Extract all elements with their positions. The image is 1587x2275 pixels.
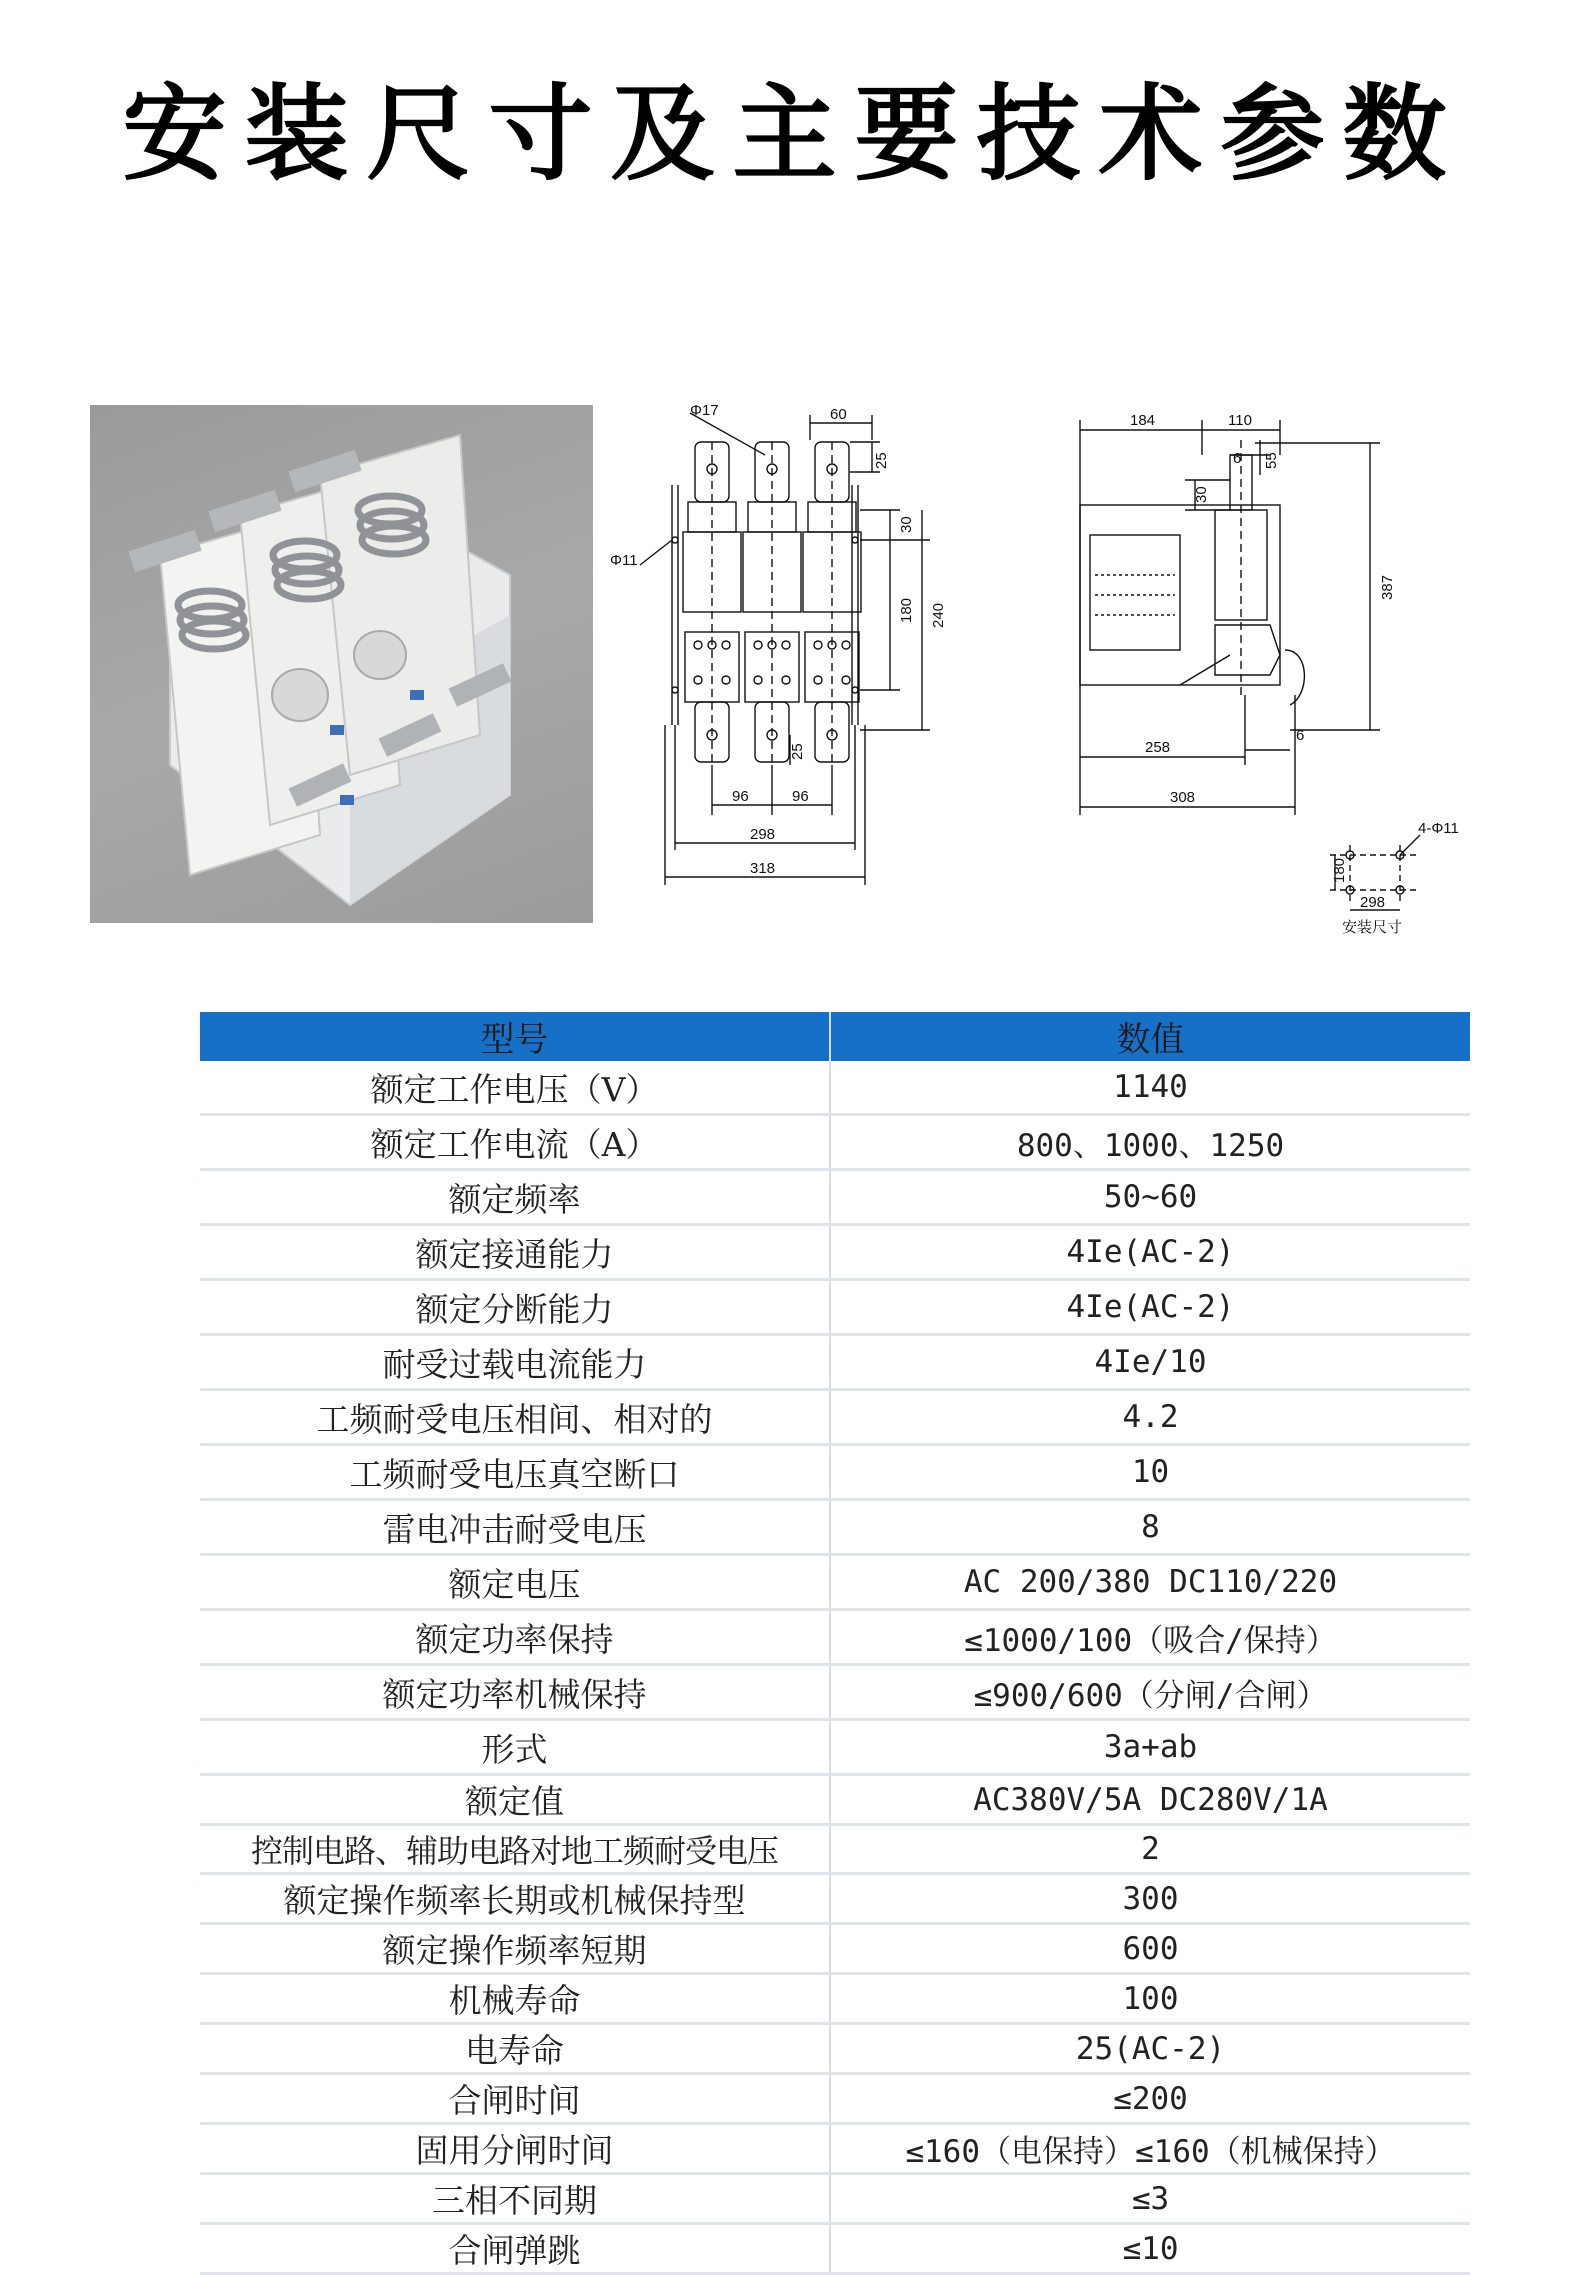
spec-row bbox=[200, 1500, 1470, 1555]
spec-value: 50~60 bbox=[830, 1170, 1470, 1225]
spec-row bbox=[200, 1115, 1470, 1170]
spec-row bbox=[200, 1061, 1470, 1115]
spec-value: ≤900/600（分闸/合闸） bbox=[830, 1665, 1470, 1720]
spec-key: 额定工作电压（V） bbox=[200, 1061, 830, 1115]
spec-value: AC380V/5A DC280V/1A bbox=[830, 1775, 1470, 1825]
spec-key: 三相不同期 bbox=[200, 2174, 830, 2224]
spec-key: 额定电压 bbox=[200, 1555, 830, 1610]
dimension-drawing bbox=[590, 395, 1490, 955]
spec-key: 额定频率 bbox=[200, 1170, 830, 1225]
spec-value: 300 bbox=[830, 1874, 1470, 1924]
spec-row bbox=[200, 1170, 1470, 1225]
dim-298: 298 bbox=[750, 826, 776, 843]
spec-key: 工频耐受电压真空断口 bbox=[200, 1445, 830, 1500]
spec-row bbox=[200, 1390, 1470, 1445]
spec-value: ≤10 bbox=[830, 2224, 1470, 2274]
header-value: 数值 bbox=[830, 1012, 1470, 1061]
mount-dim-180: 180 bbox=[1331, 857, 1348, 883]
spec-key: 耐受过载电流能力 bbox=[200, 1335, 830, 1390]
dim-318: 318 bbox=[750, 860, 776, 877]
spec-row bbox=[200, 1874, 1470, 1924]
spec-value: ≤1000/100（吸合/保持） bbox=[830, 1610, 1470, 1665]
dim-96-right: 96 bbox=[792, 788, 809, 805]
spec-key: 额定功率机械保持 bbox=[200, 1665, 830, 1720]
product-photo bbox=[90, 405, 593, 923]
spec-key: 合闸时间 bbox=[200, 2074, 830, 2124]
dim-96-left: 96 bbox=[732, 788, 749, 805]
spec-value: 3a+ab bbox=[830, 1720, 1470, 1775]
dim-30: 30 bbox=[898, 516, 915, 533]
spec-row bbox=[200, 2024, 1470, 2074]
dim-387: 387 bbox=[1379, 574, 1396, 600]
spec-key: 控制电路、辅助电路对地工频耐受电压 bbox=[200, 1825, 830, 1874]
dim-240: 240 bbox=[930, 602, 947, 628]
header-model: 型号 bbox=[200, 1012, 830, 1061]
spec-value: 8 bbox=[830, 1500, 1470, 1555]
dim-308: 308 bbox=[1170, 789, 1196, 806]
dim-55: 55 bbox=[1263, 452, 1280, 469]
spec-value: 4Ie(AC-2) bbox=[830, 1225, 1470, 1280]
dim-25-top: 25 bbox=[873, 452, 890, 469]
spec-value: AC 200/380 DC110/220 bbox=[830, 1555, 1470, 1610]
spec-value: 1140 bbox=[830, 1061, 1470, 1115]
spec-row bbox=[200, 1775, 1470, 1825]
spec-key: 固用分闸时间 bbox=[200, 2124, 830, 2174]
spec-key: 额定接通能力 bbox=[200, 1225, 830, 1280]
spec-key: 额定值 bbox=[200, 1775, 830, 1825]
spec-key: 合闸弹跳 bbox=[200, 2224, 830, 2274]
spec-key: 工频耐受电压相间、相对的 bbox=[200, 1390, 830, 1445]
spec-key: 机械寿命 bbox=[200, 1974, 830, 2024]
dim-phi17: Φ17 bbox=[690, 402, 719, 419]
page-title: 安装尺寸及主要技术参数 bbox=[122, 72, 1465, 195]
spec-row bbox=[200, 1825, 1470, 1874]
mount-holes: 4-Φ11 bbox=[1418, 820, 1459, 837]
dim-phi11: Φ11 bbox=[610, 552, 638, 569]
spec-key: 额定工作电流（A） bbox=[200, 1115, 830, 1170]
spec-value: 4Ie/10 bbox=[830, 1335, 1470, 1390]
dim-110: 110 bbox=[1228, 412, 1252, 429]
spec-value: 4Ie(AC-2) bbox=[830, 1280, 1470, 1335]
spec-row bbox=[200, 1665, 1470, 1720]
spec-value: 25(AC-2) bbox=[830, 2024, 1470, 2074]
spec-key: 额定功率保持 bbox=[200, 1610, 830, 1665]
spec-value: ≤160（电保持）≤160（机械保持） bbox=[830, 2124, 1470, 2174]
spec-value: 800、1000、1250 bbox=[830, 1115, 1470, 1170]
spec-key: 形式 bbox=[200, 1720, 830, 1775]
spec-row bbox=[200, 1924, 1470, 1974]
spec-value: 10 bbox=[830, 1445, 1470, 1500]
spec-row bbox=[200, 2174, 1470, 2224]
spec-key: 额定操作频率长期或机械保持型 bbox=[200, 1874, 830, 1924]
spec-table bbox=[200, 1012, 1470, 2275]
contactor-illustration bbox=[90, 405, 593, 923]
spec-value: 600 bbox=[830, 1924, 1470, 1974]
dim-25-bottom: 25 bbox=[789, 743, 806, 760]
dim-6-bottom: 6 bbox=[1296, 727, 1305, 744]
spec-value: 4.2 bbox=[830, 1390, 1470, 1445]
spec-key: 额定操作频率短期 bbox=[200, 1924, 830, 1974]
spec-header-row bbox=[200, 1012, 1470, 1061]
dim-30-side: 30 bbox=[1193, 486, 1210, 503]
spec-row bbox=[200, 2124, 1470, 2174]
spec-row bbox=[200, 2224, 1470, 2274]
spec-key: 雷电冲击耐受电压 bbox=[200, 1500, 830, 1555]
mount-dim-298: 298 bbox=[1360, 894, 1386, 911]
spec-row bbox=[200, 1974, 1470, 2024]
spec-row bbox=[200, 1280, 1470, 1335]
spec-value: ≤200 bbox=[830, 2074, 1470, 2124]
dim-180: 180 bbox=[898, 597, 915, 623]
spec-row bbox=[200, 2074, 1470, 2124]
spec-value: 100 bbox=[830, 1974, 1470, 2024]
spec-key: 电寿命 bbox=[200, 2024, 830, 2074]
dim-6-top: 6 bbox=[1233, 450, 1242, 467]
dim-258: 258 bbox=[1145, 739, 1171, 756]
spec-value: 2 bbox=[830, 1825, 1470, 1874]
spec-row bbox=[200, 1720, 1470, 1775]
spec-value: ≤3 bbox=[830, 2174, 1470, 2224]
spec-row bbox=[200, 1555, 1470, 1610]
spec-row bbox=[200, 1335, 1470, 1390]
mount-caption: 安装尺寸 bbox=[1342, 919, 1403, 936]
dim-184: 184 bbox=[1130, 412, 1156, 429]
spec-row bbox=[200, 1225, 1470, 1280]
spec-row bbox=[200, 1610, 1470, 1665]
dim-60: 60 bbox=[830, 406, 847, 423]
spec-row bbox=[200, 1445, 1470, 1500]
spec-key: 额定分断能力 bbox=[200, 1280, 830, 1335]
